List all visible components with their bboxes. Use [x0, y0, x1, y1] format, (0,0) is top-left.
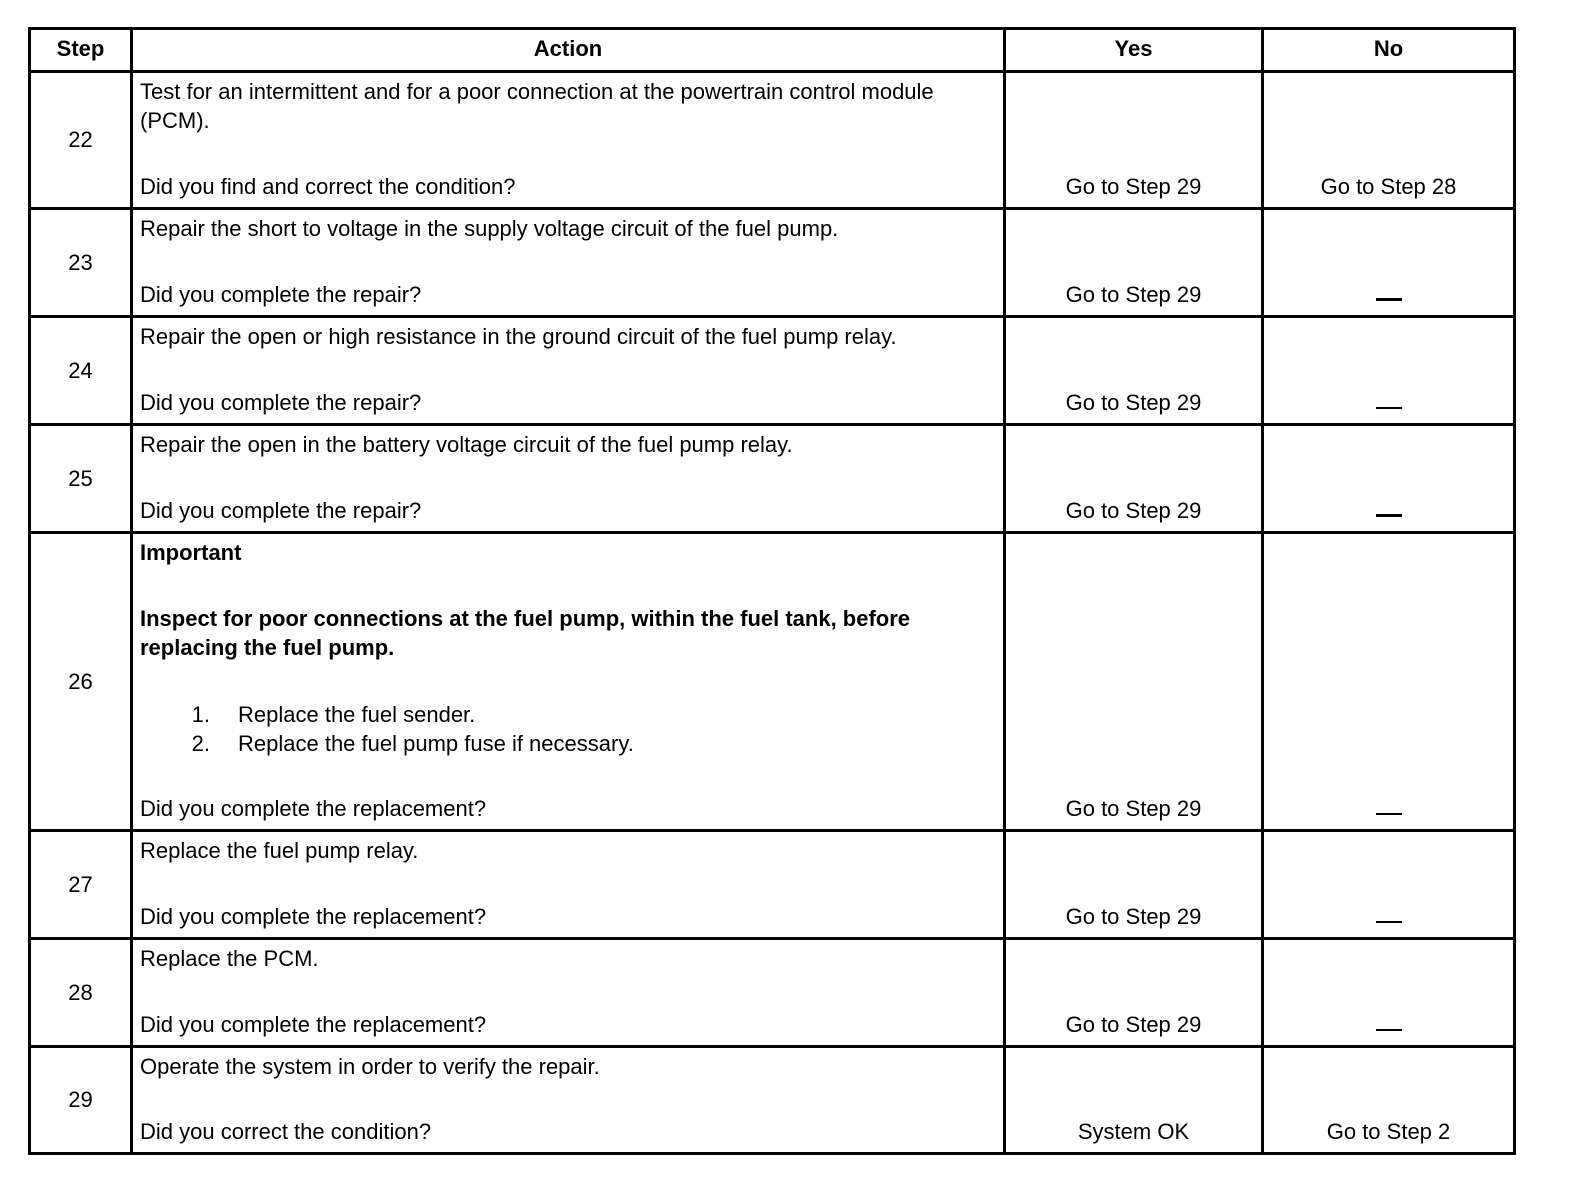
yes-result: Go to Step 29	[1065, 904, 1202, 929]
important-label: Important	[140, 540, 242, 565]
table-row	[31, 829, 1513, 937]
action-text: Replace the PCM.	[140, 946, 319, 971]
step-number: 28	[68, 979, 93, 1005]
action-text: Test for an intermittent and for a poor connection at the powertrain control module (PCM).	[140, 79, 934, 133]
action-question: Did you complete the replacement?	[140, 1012, 487, 1037]
step-number: 25	[68, 465, 93, 491]
table-row	[31, 315, 1513, 423]
list-item: 2. Replace the fuel pump fuse if necessary.	[191, 731, 634, 756]
action-question: Did you find and correct the condition?	[140, 174, 516, 199]
instruction-list	[140, 700, 995, 758]
table-row	[31, 531, 1513, 829]
header-no: No	[1261, 30, 1513, 70]
no-result: Go to Step 28	[1320, 174, 1457, 199]
yes-result: Go to Step 29	[1065, 174, 1202, 199]
action-question: Did you complete the repair?	[140, 282, 422, 307]
yes-result: System OK	[1077, 1119, 1190, 1144]
action-text: Operate the system in order to verify the repair.	[140, 1054, 600, 1079]
step-number: 23	[68, 249, 93, 275]
step-number: 26	[68, 668, 93, 694]
yes-result: Go to Step 29	[1065, 796, 1202, 821]
list-item: 1. Replace the fuel sender.	[191, 702, 476, 727]
no-result: Go to Step 2	[1326, 1119, 1451, 1144]
header-step: Step	[56, 36, 105, 61]
table-row	[31, 70, 1513, 207]
action-question: Did you complete the replacement?	[140, 904, 487, 929]
header-action: Action	[130, 30, 1003, 70]
yes-result: Go to Step 29	[1065, 282, 1202, 307]
no-result-dash	[1376, 298, 1402, 301]
action-text: Repair the open or high resistance in the ground circuit of the fuel pump relay.	[140, 324, 897, 349]
step-number: 27	[68, 871, 93, 897]
important-text: Inspect for poor connections at the fuel pump, within the fuel tank, before replacing the fuel pump.	[140, 606, 911, 660]
table-row	[31, 1045, 1513, 1152]
step-number: 22	[68, 127, 93, 152]
yes-result: Go to Step 29	[1065, 390, 1202, 415]
no-result-dash	[1376, 407, 1402, 409]
header-yes: Yes	[1003, 30, 1261, 70]
yes-result: Go to Step 29	[1065, 1012, 1202, 1037]
no-result-dash	[1376, 514, 1402, 517]
action-question: Did you complete the replacement?	[140, 796, 487, 821]
no-result-dash	[1376, 1029, 1402, 1031]
step-number: 29	[68, 1087, 93, 1112]
action-question: Did you complete the repair?	[140, 390, 422, 415]
no-result-dash	[1376, 921, 1402, 923]
diagnostic-table	[28, 27, 1516, 1155]
step-number: 24	[68, 357, 93, 383]
action-text: Replace the fuel pump relay.	[140, 838, 419, 863]
table-row	[31, 937, 1513, 1045]
action-question: Did you complete the repair?	[140, 498, 422, 523]
action-text: Repair the open in the battery voltage circuit of the fuel pump relay.	[140, 432, 793, 457]
no-result-dash	[1376, 813, 1402, 815]
table-row	[31, 423, 1513, 531]
table-header-row	[31, 30, 1513, 70]
action-question: Did you correct the condition?	[140, 1119, 432, 1144]
action-text: Repair the short to voltage in the supply voltage circuit of the fuel pump.	[140, 216, 839, 241]
table-row	[31, 207, 1513, 315]
yes-result: Go to Step 29	[1065, 498, 1202, 523]
